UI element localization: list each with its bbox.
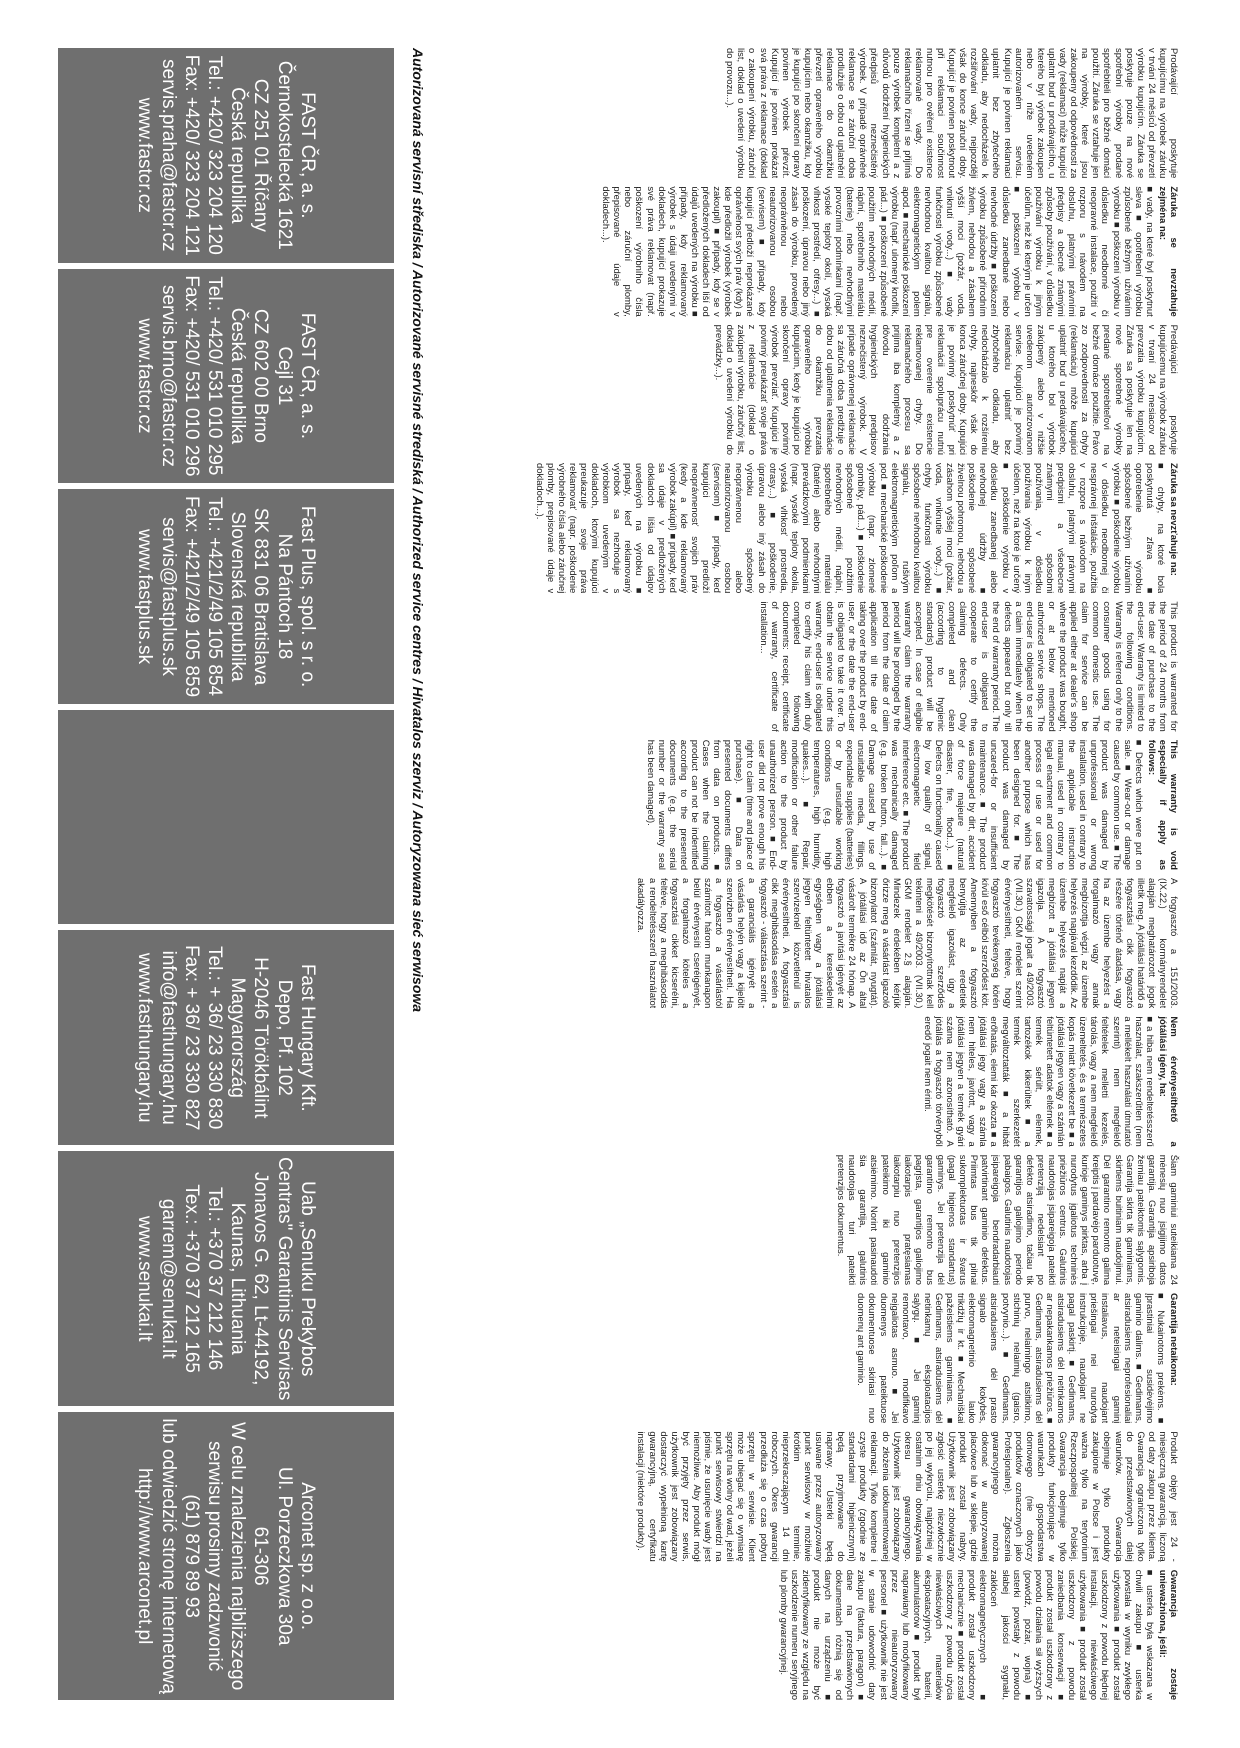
service-card-arconet	[58, 1412, 394, 1700]
country: Česká republika	[227, 87, 249, 224]
section-heading: Záruka se nevztahuje zejména na:	[1157, 186, 1180, 317]
service-card-fast-hungary	[58, 930, 394, 1145]
section-heading: This warranty is void especially if apply as follows:	[1146, 739, 1180, 871]
city: SK 831 06 Bratislava	[250, 507, 272, 686]
fax: Fax: +421/2/49 105 859	[180, 495, 202, 698]
service-centres-heading: Autorizovaná servisní střediska / Autorizované servisné strediská / Authorized service centres / Hivatalos szerviz / Autoryzowana sieć serwisowa	[410, 48, 426, 1013]
paragraph: ■ Defects which were put on sale. ■ Wear-out or damage caused by common use. ■ The product was damaged by unprofessional or wrong installation, used in contrary to the applicable instruction manual, used in contrary to legal enactment and common process of use or used for another purpose which has been designed for. ■ The product was damaged by uncared-for or insufficient maintenance. ■ The product was damaged by dirt, accident of force majeure (natural disaster, fire, flood...). ■ Defects on functionality caused by low quality of signal, electromagnetic field interference etc. ■ The product was mechanically damaged (e.g. broken button, fall...). ■ Damage caused by use of unsuitable media, fillings, expendable supplies (batteries) or by unsuitable working conditions (e.g. high temperatures, high humidity, quakes...). ■ Repair, modification or other failure action to the product by unauthorized person. ■ End-user did not prove enough his right to claim (time and place of purchase). ■ Data on presented documents differs from data on products. ■ Cases when the claiming product can not be indentified according to the presented documents (e.g. the serial number or the warranty seal has been damaged).	[645, 739, 1145, 871]
section-heading: Záruka sa nevzťahuje na:	[1169, 463, 1180, 576]
service-card-fast-cr-ricany	[58, 48, 394, 263]
country: Česká republika	[227, 307, 249, 445]
email-link[interactable]: servis.brno@fastcr.cz	[157, 284, 179, 467]
company-name: FAST ČR, a. s.	[296, 312, 318, 440]
email-link[interactable]: garrem@senukai.lt	[157, 1198, 179, 1359]
website-link[interactable]: www.senukai.lt	[134, 1215, 156, 1342]
service-card-empty	[58, 710, 394, 925]
service-card-fast-cr-brno	[58, 269, 394, 484]
company-name-cont: Centras" Garantinis Servisas	[273, 1157, 295, 1401]
website-link[interactable]: http://www.arconet.pl	[134, 1467, 156, 1645]
paragraph: ■ Nukainotoms prekėms. ■ Įprastiniai susidėvėjimo gaminio dalims. ■ Gedimams, atsiradusiems neprofesionaliai ar neteisingai gaminį instaliavus, naudojant priešingai nei nurodyta instrukcijoje, naudojant ne pagal paskirtį. ■ Gedimams, atsiradusiems dėl netinkamos ar nepakankamos priežiūros. ■ Gedimams, atsiradusiems dėl purvo, nelaimingo atsitikimo, stichinių nelaimių (gaisro, potvynio...). ■ Gedimams, atsiradusiems dėl prasto signalo kokybės, elektromagnetinio lauko trikdžių ir kt. ■ Mechaniškai pažeistiems gaminiams. ■ Gedimams, atsiradusiems dėl netinkamų eksploatacijos sąlygų. ■ Jei gaminį remontavo, modifikavo neįgaliotas asmuo. ■ Jei duomenys pateiktuose dokumentuose skiriasi nuo duomenų ant gaminio.	[856, 1293, 1167, 1424]
company-name: Arconet sp. z o.o.	[296, 1482, 318, 1631]
email-link[interactable]: info@fasthungary.hu	[157, 950, 179, 1125]
service-centre-cards	[58, 48, 394, 1700]
warranty-text-columns	[438, 48, 1180, 1700]
email-link[interactable]: servis.praha@fastcr.cz	[157, 59, 179, 252]
phone: (61) 879 89 93	[180, 1494, 202, 1618]
info-line: lub odwiedzić stronę internetową	[157, 1418, 179, 1694]
company-name: Fast Hungary Kft.	[296, 963, 318, 1112]
info-line: W celu znalezienia najbliższego	[227, 1422, 249, 1691]
city: Kaunas, Lithuania	[227, 1202, 249, 1355]
street: Černokostelecká 1621	[273, 60, 295, 250]
email-link[interactable]: servis@fastplus.sk	[157, 517, 179, 676]
paragraph: Produkt objęty jest 24 - miesięczną gwarancją, liczoną od daty zakupu przez klienta. Gwarancja ograniczona tylko do przedstawionych dalej warunków. Gwarancja obejmuje tylko produkty zakupione w Polsce i jest ważna tylko na terytorium Rzeczpospolitej Polskiej. Gwarancja obejmuje tylko produkty funkcjonujące w warunkach gospodarstwa domowego (nie dotyczy produktów oznaczonych jako Profesjonalne). Zgłoszenia gwarancyjnego można dokonać w autoryzowanej placówce lub w sklepie, gdzie produkt został nabyty. Użytkownik jest zobowiązany zgłosić usterkę niezwłocznie po jej wykryciu, najpóźniej w ostatnim dniu obowiązywania okresu gwarancyjnego. Użytkownik jest zobowiązany do złożenia udokumentowanej reklamacji. Tylko kompletne i czyste produkty (zgodnie ze standardami higienicznymi) będą przyjmowane do naprawy. Usterki będą usuwane przez autoryzowany punkt serwisowy w możliwie krótkim terminie, nieprzekraczającym 14 dni roboczych. Okres gwarancji przedłuża się o czas pobytu sprzętu w serwisie. Klient może ubiegać się o wymianę sprzętu na wolny od wad, jeżeli punkt serwisowy stwierdzi na piśmie, że usunięcie wady jest niemożliwe. Aby produkt mógł być przyjęty przez serwis, użytkownik jest zobowiązany dostarczyć wypełnioną kartę gwarancyjną, certyfikatu instalacji (niektóre produkty).	[636, 1431, 1180, 1562]
city: CZ 251 01 Říčany	[250, 78, 272, 232]
paragraph: Predávajúci poskytuje kupujúcemu na výrobok záruku v trvaní 24 mesiacov od prevzatia výrobku kupujúcim. Záruka sa poskytuje len na nové spotrebné výrobky predané spotrebiteľovi na bežné domáce použitie. Právo zo zodpovednosti za chyby (reklamáciu) môže kupujúci uplatniť buď u predávajúceho, u ktorého bol výrobok zakúpený alebo v nižšie uvedenom autorizovanom servise. Kupujúci je povinný reklamáciu uplatniť bez zbytočného odkladu, aby nedochádzalo k rozšíreniu chyby, najneskôr však do konca záručnej doby. Kupujúci je povinný poskytnúť pri reklamácii spoluprácu nutnú pre overenie existencie reklamovanej chyby. Do reklamačného procesu sa prijíma iba kompletný a z dôvodu dodržania hygienických predpisov neznečistený výrobok. V prípade oprávnenej reklamácie sa záručná doba predlžuje o dobu od uplatnenia reklamácie do okamžiku prevzatia opraveného výrobku kupujúcim, kedy je kupujúci po skončení opravy povinný výrobok prevziať. Kupujúci je povinný preukázať svoje práva z reklamácie (doklad o zakúpení výrobku, záručný list, doklad o uvedení výrobku do prevádzky...).	[714, 324, 1180, 456]
city: CZ 602 00 Brno	[250, 308, 272, 443]
website-link[interactable]: www.fastcr.cz	[134, 97, 156, 213]
phone: Tel.: +370 37 212 146	[204, 1187, 225, 1371]
company-name: Uab „Senuku Prekybos	[296, 1180, 318, 1377]
section-heading: Nem érvényesíthető a jótállási igény, ha:	[1157, 1016, 1180, 1147]
section-heading: Gwarancja zostaje unieważniona, jeśli:	[1157, 1569, 1180, 1701]
fax: Fax: + 36/ 23 330 827	[180, 945, 202, 1131]
fax: Fax: +420/ 531 010 296	[180, 275, 202, 477]
paragraph: ■ a hiba nem rendeltetésszerű használat, szakszerűtlen (nem a mellékelt használati útmutató szerinti) nem megfelelő feltételek melletti kezelés, tárolás, vagy a nem megfelelő üzemeltetés, és a természetes kopás miatt következett be ■ a jótállási jegyen vagy a számlán feltüntetett adatok eltérnek ■ a termék sérült, elemek, tartozékok kikerültek ■ a termék szerkezetét megváltoztatták ■ a hibát erőhatás, elemi kár okozta ■ a jótállási jegy vagy a számla nem hiteles, javított, vagy a jótállási jegyen a termék gyári száma nem azonosítható. A jótállás a fogyasztó törvényből eredő jogait nem érinti.	[922, 1016, 1156, 1147]
warranty-column-lt	[438, 1155, 1180, 1424]
website-link[interactable]: www.fastcr.cz	[134, 318, 156, 434]
warranty-column-pl	[438, 1431, 1180, 1700]
phone: Tel.: + 36/ 23 330 830	[204, 946, 225, 1130]
paragraph: Prodávající poskytuje kupujícímu na výrobek záruku v trvání 24 měsíců od převzetí výrobku kupujícím. Záruka se poskytuje pouze na nové spotřební výrobky prodané spotřebiteli pro běžné domácí použití. Záruka se vztahuje jen na výrobky, které jsou zakoupeny od odpovědnosti za vady (reklamaci) může kupující uplatnit buď u prodávajícího, u kterého byl výrobek zakoupen nebo v níže uvedeném autorizovaném servisu. Kupující je povinen reklamaci uplatnit bez zbytečného odkladu, aby nedocházelo k rozšiřování vady, nejpozději však do konce záruční doby. Kupující je povinen poskytnout při reklamaci součinnost nutnou pro ověření existence reklamované vady. Do reklamačního řízení se přijímá pouze výrobek kompletní a z důvodů dodržení hygienických předpisů neznečistěný výrobek. V případě oprávněné reklamace se záruční doba prodlužuje o dobu od uplatnění reklamace do okamžiku převzetí opraveného výrobku kupujícím nebo okamžiku, kdy je kupující po skončení opravy povinen výrobek převzít. Kupující je povinen prokázat svá práva z reklamace (doklad o zakoupení výrobku, záruční list, doklad o uvedení výrobku do provozu...).	[725, 48, 1180, 179]
fax: Fax: +420/ 323 204 121	[180, 54, 202, 256]
street: Depo, Pf. 102	[273, 979, 295, 1096]
warranty-column-sk	[438, 325, 1180, 594]
service-card-fast-plus	[58, 489, 394, 704]
section-heading: Garantija netaikoma:	[1169, 1293, 1180, 1386]
postal-code: 61-306	[250, 1526, 272, 1586]
country: Slovenská republika	[227, 511, 249, 682]
phone: Tel.: +421/2/49 105 854	[204, 496, 225, 697]
paragraph: A fogyasztó a 151/2003. (IX.22.) kormányrendelet alapján meghatározott jogok illetik meg. A jótállási határidő a fogyasztási cikk fogyasztó részére történő átadása, vagy ha az üzembe helyezést a forgalmazó vagy annak megbízottja végzi, az üzembe helyezés napjával kezdődik. Az üzembe helyezés napját a megbízott a jótállási jegyen igazolja. A fogyasztó szavatossági jogait a 49/2003. (VII.30.) GKM rendelet szerint érvényesítheti, feltéve, hogy fogyasztó tevékenység körén kívül eső célból szerződést köt. Amennyiben a fogyasztó benyújtja az eredetiek megfelelő igazolást, úgy a fogyasztó szerződés megkötését bizonyítottnak kell tekinteni a 49/2003. (VII.30.) GKM rendelet 2.§ alapján. Mindezek érdekében kérjük őrizze meg a vásárlást igazoló bizonylatot (számlát, nyugtát). A jótállási idő az Ön által vásárolt termékre 24 hónap. A fogyasztó a javítási igényét az ebben a kereskedelmi egységben vagy a jótállási jegyen feltüntetett hivatalos szervizeknél közvetlenül is érvényesítheti. A fogyasztási cikk meghibásodása esetén a fogyasztó - választása szerint - a garanciális igényét a vásárlás helyén vagy a kijelölt szervizben érvényesítheti. Ha a fogyasztó a vásárlástól számított három munkanapon belül érvényesíti cseréigényét, a forgalmazó köteles a fogyasztási cikket kicserélni, feltéve, hogy a meghibásodás a rendeltetésszerű használatot akadályozza.	[636, 878, 1180, 1009]
phone: Tel.: +420/ 323 204 120	[204, 55, 225, 255]
fax: Tex.: +370 37 212 165	[180, 1184, 202, 1373]
paragraph: ■ vady, na které byl poskytnut sleva ■ opotřebení výrobku způsobené běžným užíváním výrobku ■ poškození výrobku v důsledku neodborné či neopravné instalace, použití v rozporu s návodem na obsluhu, platnými právními předpisy a obecně známými způsoby používání, v důsledku používání výrobku k jiným účelům, než ke kterým je určen ■ poškození výrobku v důsledku zanedbané nebo nevhodné údržby ■ poškození výrobku způsobené přírodním živlem, nehodou a zásahem vyšší moci (požár, voda, vniknutí vody...) ■ vady funkčnosti výrobku způsobené nevhodnou kvalitou signálu, elektromagnetickým polem apod. ■ mechanické poškození výrobku (např. ulomený knoflík, pád...) ■ poškození způsobené použitím nevhodných médií, náplní, spotřebního materiálu (baterie) nebo nevhodnými provozními podmínkami (např. vysoké teploty okolí, vysoká vlhkost prostředí, otřesy...) ■ poškození, úpravou nebo jiný zásah do výrobku, provedený neoprávněnou nebo neautorizovanou osobou (servisem) ■ případy, kdy kupující předloží neprokázané oprávněnost svých práv (kdy) a kde předložil výrobek (výrobek zakoupil) ■ případy, kdy se v předložených dokladech liší od údajů uvedených na výrobku ■ případy, kdy reklamovaný výrobek s údaji uvedenými v dokladech, kupující prokazuje své práva reklamovat (např. poškození výrobního čísla nebo záruční plomby, přepisované údaje v dokladech...).	[601, 186, 1156, 317]
paragraph: This product is warranted for the period of 24 months from the date of purchase to the end-user. Warranty is limited to the following conditions. Warranty is referred only to the consumer goods using for common domestic use. The claim for service can be applied either at dealer's shop where the product was bought, or at below mentioned authorized service shops. The end-user is obligated to set up a claim immediately when the defects appeared but only till the end of warranty period. The end-user is obligated to cooperate to certify the claiming defects. Only completed and clean (according to hygienic standards) product will be accepted. In case of eligible warranty claim the warranty period will be prolonged by the period from the date of claim application till the date of taking over the product by end-user, or the date the end-user is obligated to take it over. To obtain the service under this warranty, end-user is obligated to certify his claim with duly completed following documents: receipt, certificate of warranty, certificate of installation...	[758, 601, 1180, 732]
service-card-senukai	[58, 1151, 394, 1406]
info-line: serwisu prosimy zadzwonić	[204, 1441, 225, 1672]
warranty-column-cs	[438, 48, 1180, 317]
paragraph: ■ usterka była wskazana w chwili zakupu ■ usterka powstała w wyniku zwykłego użytkowania ■ produkt został uszkodzony z powodu błędnej instalacji, niewłaściwego użytkowania ■ produkt został uszkodzony z powodu zaniedbania konserwacji ■ produkt został uszkodzony z powodu działania sił wyższych (powódź, pożar, wojna) ■ usterki powstały z powodu słabej jakości sygnału, zakłóceń elektromagnetycznych ■ produkt został uszkodzony mechanicznie ■ produkt został uszkodzony z powodu użycia niewłaściwych materiałów eksploatacyjnych, baterii, akumulatorów ■ produkt był naprawiany lub modyfikowany przez nieautoryzowany personel ■ użytkownik nie jest w stanie udowodnić daty zakupu (faktura, paragon) ■ dane na przedstawionych dokumentach różnią się od danych na urządzeniu ■ produkt nie może być zidentyfikowany ze względu na uszkodzenie numeru seryjnego lub plomby gwarancyjnej.	[778, 1569, 1156, 1701]
company-name: Fast Plus, spol. s r. o.	[296, 505, 318, 688]
website-link[interactable]: www.fasthungary.hu	[134, 952, 156, 1123]
phone: Tel.: +420/ 531 010 295	[204, 276, 225, 476]
street: Cejl 31	[273, 346, 295, 406]
warranty-column-hu	[438, 878, 1180, 1147]
street: Na Pántoch 18	[273, 533, 295, 660]
city: H-2046 Törökbálint	[250, 957, 272, 1119]
paragraph: Šiam gaminiui suteikiama 24 mėnesių nuo įsigijimo datos garantija. Garantija apsiriboja žemiau pateiktomis sąlygomis. Garantija skirta tik gaminiams, skirtiems buitiniam naudojimui. Dėl garantino remonto galima kreiptis į pardavėjo parduotuvę, kurioje gaminys pirktas, arba į nurodytus įgaliotus techninės priežiūros centrus. Galutinis naudotojas įsipareigoja pateikti pretenziją nedelsiant po defekto atsiradimo, tačiau tik garantijos galiojimo periodo pabaigos. Galutinis naudotojas įsipareigoja bendradarbiauti patvirtinant gaminio defektus. Priimtas bus tik pilnai sukomplektuotas ir švarus (pagal higienos standartus) gaminys. Jei pretenzija dėl garantino remonto bus pagrįsta, garantijos galiojimo laikotarpis pratęsiamas laikotarpiu nuo pretenzijos pateikimo iki gaminio atsiėmimo. Norint pasinaudoti šia garantija, galutinis naudotojas turi pateikti pretenzijos dokumentus.	[836, 1154, 1180, 1286]
warranty-column-en	[438, 601, 1180, 870]
paragraph: ■ chyby, na ktoré bola poskytnutá zľava ■ opotrebenie výrobku spôsobené bežným užívaním výrobku ■ poškodenie výrobku v dôsledku neodbornej či nesprávnej inštalácie, použitia v rozpore s návodom na obsluhu, platnými právnymi predpismi a všeobecne známymi spôsobmi používania, v dôsledku používania výrobku k iným účelom, než na ktoré je určený ■ poškodenie výrobku v dôsledku zanedbanej alebo nevhodnej údržby ■ poškodenie spôsobené živelnou pohromou, nehodou a zásahom vyššej moci (požiar, voda, vniknutie vody...) ■ chyby funkčnosti výrobku spôsobené nevhodnou kvalitou signálu, rušivým elektromagnetickým poľom a pod. ■ mechanické poškodenie výrobku (napr. zlomené gombíky, pád...) ■ poškodenie spôsobené použitím nevhodných médií, náplní, spotrebného materiálu (batérie) alebo nevhodnými prevádzkovými podmienkami (napr. vysoké teploty okolia, vysoká vlhkosť prostredia, otrasy...) ■ poškodenie, úpravou alebo iný zásah do výrobku spôsobený neoprávnenou alebo neautorizovanou osobou (servisom) ■ prípady, keď kupujúci predloží neoprávnenosť svojich práv (kedy a kde reklamovaný výrobok zakúpil) ■ prípady, keď sa údaje v predložených dokladoch líšia od údajov uvedených na výrobku ■ prípady, keď reklamovaný výrobok sa nezhoduje s výrobkom uvedeným v dokladoch, ktorými kupujúci preukazuje svoje práva reklamovať (napr. poškodenie výrobného čísla alebo záručnej plomby, prepisované údaje v dokladoch...).	[534, 463, 1167, 594]
street: Jonavos G. 62, Lt-44192,	[250, 1172, 272, 1386]
company-name: FAST ČR, a. s.	[296, 92, 318, 219]
website-link[interactable]: www.fastplus.sk	[134, 528, 156, 665]
street: Ul. Porzeczkowa 30a	[273, 1466, 295, 1646]
country: Magyarország	[227, 977, 249, 1098]
